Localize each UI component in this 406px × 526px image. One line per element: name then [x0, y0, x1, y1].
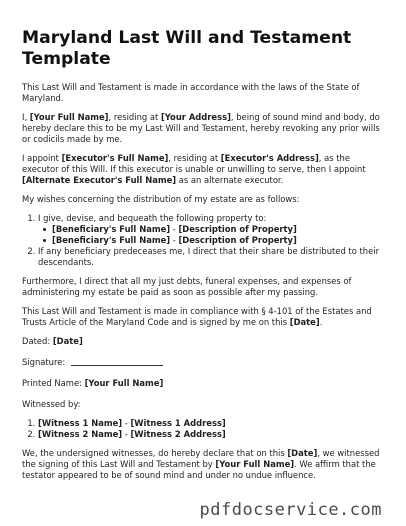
intro-paragraph: This Last Will and Testament is made in accordance with the laws of the State of Maryland.	[22, 82, 360, 103]
executor-name-placeholder: [Executor's Full Name]	[61, 153, 169, 163]
witness-list	[22, 418, 384, 440]
distribution-item-predecease: 2. If any beneficiary predeceases me, I direct that their share be distributed to their descendants.	[38, 246, 384, 268]
signing-date-placeholder: [Date]	[289, 317, 320, 327]
signature-blank	[71, 365, 163, 366]
dated-line: Dated: [Date]	[22, 336, 83, 346]
alternate-executor-placeholder: [Alternate Executor's Full Name]	[22, 175, 177, 185]
printed-name-line: Printed Name: [Your Full Name]	[22, 378, 164, 388]
printed-name-placeholder: [Your Full Name]	[84, 378, 164, 388]
compliance-paragraph: This Last Will and Testament is made in compliance with § 4-101 of the Estates and Trusts Article of the Maryland Code and is signed by me on this [Date].	[22, 306, 372, 327]
testator-address-placeholder: [Your Address]	[160, 112, 231, 122]
executor-address-placeholder: [Executor's Address]	[220, 153, 319, 163]
bequest-item: [Beneficiary's Full Name] - [Description of Property]	[52, 224, 384, 235]
bequest-list	[38, 224, 384, 246]
dated-placeholder: [Date]	[52, 336, 83, 346]
attestation-date-placeholder: [Date]	[287, 448, 318, 458]
distribution-list	[22, 213, 384, 268]
witness-item: 1. [Witness 1 Name] - [Witness 1 Address]	[38, 418, 384, 429]
witnessed-by-heading: Witnessed by:	[22, 399, 81, 409]
distribution-intro: My wishes concerning the distribution of my estate are as follows:	[22, 194, 300, 204]
witness-item: 2. [Witness 2 Name] - [Witness 2 Address]	[38, 429, 384, 440]
debts-paragraph: Furthermore, I direct that all my just debts, funeral expenses, and expenses of administering my estate be paid as soon as possible after my passing.	[22, 276, 352, 297]
testator-name-placeholder: [Your Full Name]	[29, 112, 109, 122]
attestation-name-placeholder: [Your Full Name]	[215, 459, 295, 469]
executor-paragraph: I appoint [Executor's Full Name], residing at [Executor's Address], as the executor of this Will. If this executor is unable or unwilling to serve, then I appoint [Alternate Executor's Full Name] as an alternate executor.	[22, 153, 366, 185]
bequest-item: [Beneficiary's Full Name] - [Description of Property]	[52, 235, 384, 246]
document-title: Maryland Last Will and Testament Template	[22, 28, 352, 69]
will-document	[22, 28, 384, 489]
declaration-paragraph: I, [Your Full Name], residing at [Your Address], being of sound mind and body, do hereby declare this to be my Last Will and Testament, hereby revoking any prior wills or codicils made by me.	[22, 112, 380, 144]
watermark-text: pdfdocservice.com	[199, 500, 382, 520]
attestation-paragraph: We, the undersigned witnesses, do hereby declare that on this [Date], we witnessed the signing of this Last Will and Testament by [Your Full Name]. We affirm that the testator appeared to be of sound mind and under no undue influence.	[22, 448, 380, 480]
distribution-item-bequest: 1. I give, devise, and bequeath the following property to: [Beneficiary's Full Name] - [Description of Property] [Beneficiary's Full Name] - [Description of Property]	[38, 213, 384, 246]
signature-line: Signature:	[22, 357, 384, 368]
